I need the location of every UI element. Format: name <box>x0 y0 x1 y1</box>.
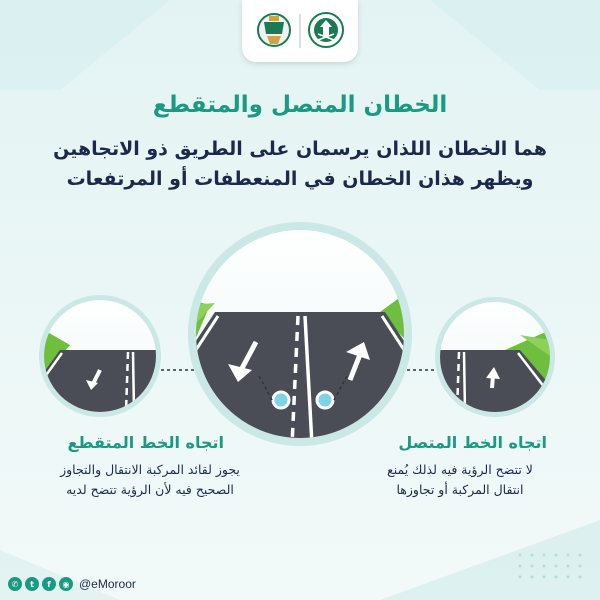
solid-line-road-circle <box>435 297 555 417</box>
whatsapp-icon[interactable]: ✆ <box>8 577 22 591</box>
social-handle[interactable]: @eMoroor <box>79 577 136 591</box>
facebook-icon[interactable]: f <box>42 577 56 591</box>
dashed-line-caption-text <box>50 460 250 500</box>
marker-dot-right <box>317 392 333 408</box>
solid-line-caption-text <box>370 460 550 500</box>
twitter-icon[interactable]: t <box>25 577 39 591</box>
dashed-line-road-circle <box>39 295 161 417</box>
marker-dot-left <box>273 392 289 408</box>
social-footer <box>8 574 136 594</box>
instagram-icon[interactable]: ◉ <box>59 577 73 591</box>
subtitle-line-2: ويظهر هذان الخطان في المنعطفات أو المرتفعات <box>66 168 534 190</box>
solid-line-caption-line-1: لا تتضح الرؤية فيه لذلك يُمنع <box>387 462 533 477</box>
page-title: الخطان المتصل والمتقطع <box>152 92 448 118</box>
solid-line-caption-title: اتجاه الخط المتصل <box>398 433 547 452</box>
center-road-circle <box>188 222 412 446</box>
subtitle-line-1: هما الخطان اللذان يرسمان على الطريق ذو الاتجاهين <box>53 138 547 160</box>
dashed-line-caption-line-2: الصحيح فيه لأن الرؤية تتضح لديه <box>66 482 234 497</box>
dashed-line-caption-line-1: يجوز لقائد المركبة الانتقال والتجاوز <box>60 462 240 477</box>
dashed-line-caption-title: اتجاه الخط المتقطع <box>67 433 224 452</box>
solid-line-caption-line-2: انتقال المركبة أو تجاوزها <box>396 482 524 497</box>
